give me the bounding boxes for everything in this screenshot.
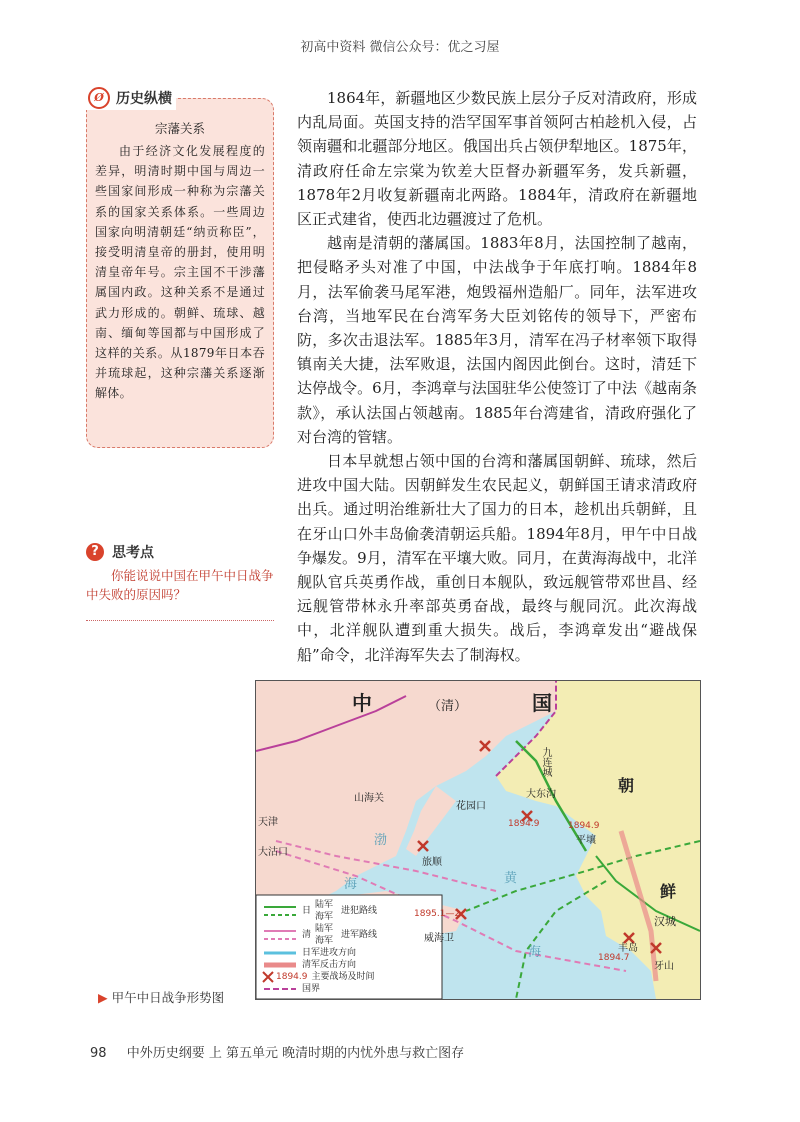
label-lushun: 旅顺 bbox=[422, 857, 442, 868]
caption-arrow-icon: ▶ bbox=[98, 990, 108, 1005]
war-map bbox=[255, 680, 701, 1000]
paragraph: 日本早就想占领中国的台湾和藩属国朝鲜、琉球，然后进攻中国大陆。因朝鲜发生农民起义，朝鲜国王请求清政府出兵。通过明治维新壮大了国力的日本，趁机出兵朝鲜，且在牙山口外丰岛偷袭清朝运兵船。1894年8月，甲午中日战争爆发。9月，清军在平壤大败。同月，在黄海海战中，北洋舰队官兵英勇作战，重创日本舰队，致远舰管带邓世昌、经远舰管带林永升率部英勇奋战，最终与舰同沉。此次海战中，北洋舰队遭到重大损失。战后，李鸿章发出“避战保船”命令，北洋海军失去了制海权。 bbox=[297, 452, 697, 664]
legend-battle-date: 1894.9 bbox=[276, 972, 308, 982]
legend-advance: 进军路线 bbox=[341, 930, 378, 940]
legend-qing-type bbox=[315, 923, 337, 947]
label-chao: 朝 bbox=[618, 776, 635, 795]
legend-army: 陆军 bbox=[315, 924, 334, 934]
map-caption bbox=[98, 988, 224, 1006]
legend-qing-counter: 清军反击方向 bbox=[302, 960, 357, 970]
page-header: 初高中资料 微信公众号：优之习屋 bbox=[300, 40, 500, 55]
legend-army: 陆军 bbox=[315, 900, 334, 910]
label-huayuankou: 花园口 bbox=[456, 801, 486, 812]
page-footer bbox=[90, 1042, 464, 1061]
label-date-dadonggou: 1894.9 bbox=[508, 819, 540, 829]
label-dagukou: 大沽口 bbox=[258, 847, 288, 858]
think-heading: 思考点 bbox=[112, 545, 154, 561]
label-fengdao: 丰岛 bbox=[618, 943, 638, 954]
label-hai1: 海 bbox=[344, 877, 358, 892]
main-text bbox=[297, 86, 697, 667]
label-zhong: 中 bbox=[352, 691, 372, 715]
sidebar-box bbox=[86, 98, 274, 448]
page-number: 98 bbox=[90, 1046, 107, 1061]
map-legend bbox=[262, 899, 377, 995]
label-huang: 黄 bbox=[504, 871, 518, 886]
label-xian: 鲜 bbox=[660, 882, 677, 901]
sidebar-heading bbox=[86, 86, 176, 110]
label-guo: 国 bbox=[532, 691, 552, 715]
label-weihaiwei: 威海卫 bbox=[424, 933, 454, 944]
sidebar-text: 由于经济文化发展程度的差异，明清时期中国与周边一些国家间形成一种称为宗藩关系的国家关系体系。一些周边国家向明清朝廷“纳贡称臣”，接受明清皇帝的册封，使用明清皇帝年号。宗主国不干涉藩属国内政。这种关系不是通过武力形成的。朝鲜、琉球、越南、缅甸等国都与中国形成了这样的关系。从1879年日本吞并琉球起，这种宗藩关系逐渐解体。 bbox=[95, 144, 265, 401]
legend-border: 国界 bbox=[302, 984, 321, 994]
paragraph: 越南是清朝的藩属国。1883年8月，法国控制了越南，把侵略矛头对准了中国，中法战争于年底打响。1884年8月，法军偷袭马尾军港，炮毁福州造船厂。同年，法军进攻台湾，当地军民在台湾军务大臣刘铭传的领导下，严密布防，多次击退法军。1885年3月，清军在冯子材率领下取得镇南关大捷，法军败退，法国内阁因此倒台。这时，清廷下达停战令。6月，李鸿章与法国驻华公使签订了中法《越南条款》，承认法国占领越南。1885年台湾建省，清政府强化了对台湾的管辖。 bbox=[297, 234, 697, 446]
label-hancheng: 汉城 bbox=[654, 915, 676, 928]
legend-jp-attack: 日军进攻方向 bbox=[302, 948, 357, 958]
think-point bbox=[86, 542, 274, 621]
label-dadonggou: 大东沟 bbox=[526, 789, 556, 800]
label-date-weihai: 1895.1—2 bbox=[414, 909, 461, 919]
footer-text: 中外历史纲要 上 第五单元 晚清时期的内忧外患与救亡图存 bbox=[126, 1046, 465, 1061]
legend-battle: 主要战场及时间 bbox=[311, 972, 375, 982]
legend-qing: 清 bbox=[302, 930, 312, 940]
legend-invade: 进犯路线 bbox=[341, 906, 378, 916]
paragraph: 1864年，新疆地区少数民族上层分子反对清政府，形成内乱局面。英国支持的浩罕国军事首领阿古柏趁机入侵，占领南疆和北疆部分地区。俄国出兵占领伊犁地区。1875年，清政府任命左宗棠为钦差大臣督办新疆军务，发兵新疆，1878年2月收复新疆南北两路。1884年，清政府在新疆地区正式建省，使西北边疆渡过了危机。 bbox=[297, 89, 697, 229]
sidebar-title: 宗藩关系 bbox=[154, 121, 205, 136]
legend-navy: 海军 bbox=[315, 912, 334, 922]
history-icon: Ø bbox=[88, 87, 110, 109]
label-shanhaiguan: 山海关 bbox=[354, 793, 384, 804]
think-text: 你能说说中国在甲午中日战争中失败的原因吗？ bbox=[86, 568, 274, 602]
legend-navy: 海军 bbox=[315, 936, 334, 946]
legend-japan: 日 bbox=[302, 906, 312, 916]
label-qing: （清） bbox=[428, 699, 468, 714]
label-date-pingrang: 1894.9 bbox=[568, 821, 600, 831]
label-yashan: 牙山 bbox=[654, 961, 674, 972]
question-icon: ? bbox=[86, 543, 104, 561]
label-bo: 渤 bbox=[374, 833, 388, 848]
label-jiuliancheng: 九连城 bbox=[540, 747, 551, 777]
label-date-fengdao: 1894.7 bbox=[598, 953, 630, 963]
legend-japan-type bbox=[315, 899, 337, 923]
label-hai2: 海 bbox=[528, 945, 542, 960]
caption-text: 甲午中日战争形势图 bbox=[111, 990, 225, 1005]
label-pingrang: 平壤 bbox=[576, 835, 596, 846]
label-tianjin: 天津 bbox=[258, 817, 278, 828]
sidebar-heading-label: 历史纵横 bbox=[116, 91, 172, 107]
